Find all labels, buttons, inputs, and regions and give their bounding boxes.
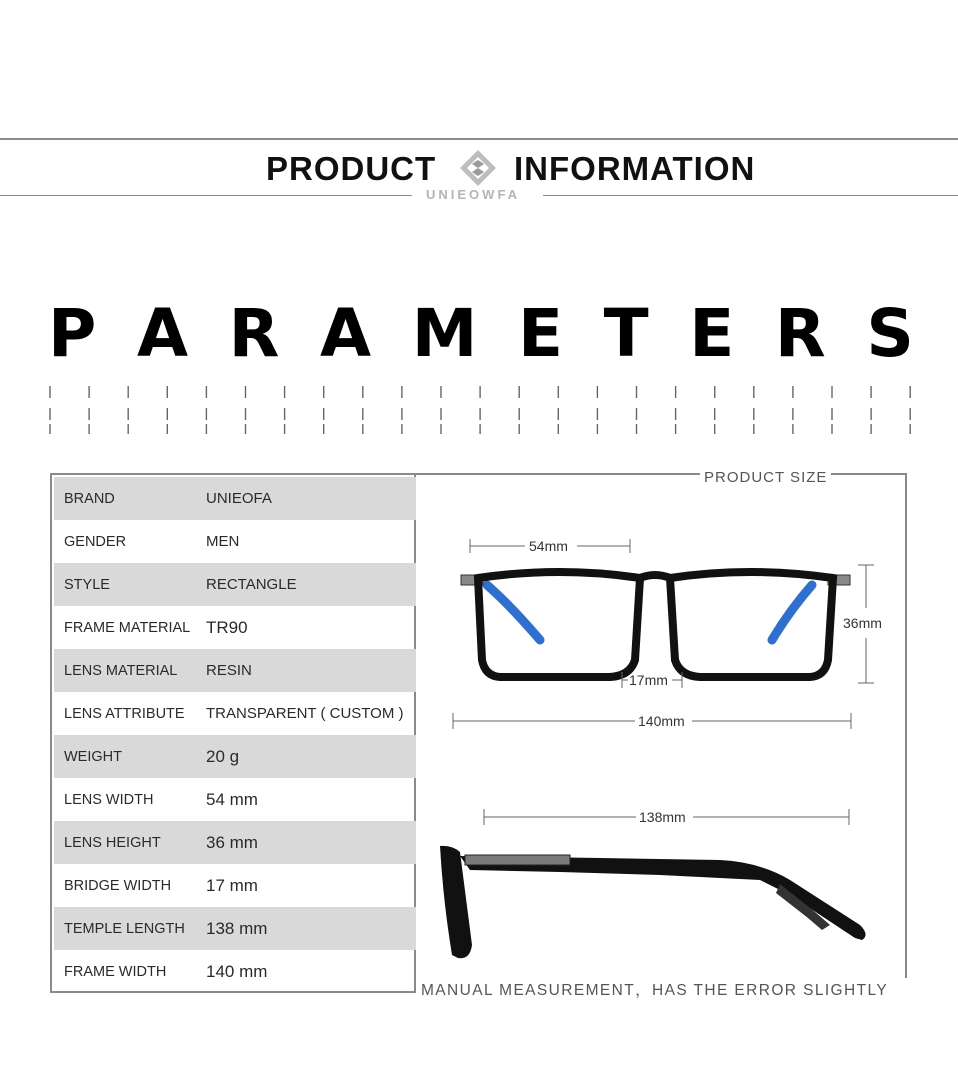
spec-row — [54, 864, 416, 907]
product-size-title: PRODUCT SIZE — [700, 469, 831, 486]
spec-label: LENS ATTRIBUTE — [64, 705, 185, 722]
header-top-rule — [0, 138, 958, 140]
spec-label: BRIDGE WIDTH — [64, 877, 172, 894]
bridge — [640, 575, 670, 578]
glasses-diagram — [418, 475, 906, 975]
parameters-letter: E — [689, 295, 735, 372]
spec-label: LENS WIDTH — [64, 791, 154, 808]
spec-value: MEN — [206, 533, 240, 550]
header-title-left: PRODUCT — [266, 150, 437, 187]
temple-right-front — [772, 585, 812, 640]
spec-label: BRAND — [64, 490, 115, 507]
spec-value: TR90 — [206, 617, 248, 637]
parameters-letter: E — [517, 295, 564, 372]
parameters-letter: S — [866, 295, 914, 372]
spec-value: 20 g — [206, 746, 240, 766]
side-hinge-icon — [465, 855, 570, 865]
spec-label: STYLE — [64, 576, 110, 593]
spec-value: TRANSPARENT ( CUSTOM ) — [206, 705, 404, 722]
decorative-tick-marks — [48, 386, 912, 436]
spec-label: FRAME WIDTH — [64, 963, 167, 980]
parameters-letter: P — [48, 295, 97, 372]
temple-left-front — [487, 585, 540, 640]
spec-row — [54, 520, 416, 563]
dim-temple-length-label: 138mm — [639, 809, 686, 825]
spec-value: 140 mm — [206, 961, 268, 981]
parameters-letter: M — [411, 295, 478, 372]
spec-value: UNIEOFA — [206, 490, 272, 507]
diamond-logo-icon — [458, 148, 498, 188]
spec-row — [54, 649, 416, 692]
spec-table — [50, 473, 416, 993]
spec-value: 138 mm — [206, 918, 268, 938]
spec-row — [54, 735, 416, 778]
spec-value: 36 mm — [206, 832, 258, 852]
dim-bridge-label: 17mm — [629, 672, 668, 688]
parameters-letter: T — [603, 295, 649, 372]
side-temple — [460, 856, 866, 940]
brand-subtitle: UNIEOWFA — [426, 187, 521, 202]
spec-row — [54, 778, 416, 821]
measurement-note: MANUAL MEASUREMENT，HAS THE ERROR SLIGHTLY — [421, 982, 889, 999]
lens-frame-left — [478, 572, 640, 677]
spec-row — [54, 821, 416, 864]
dim-frame-width-label: 140mm — [638, 713, 685, 729]
spec-value: RECTANGLE — [206, 576, 297, 593]
spec-value: 54 mm — [206, 789, 258, 809]
parameters-letter: R — [774, 295, 826, 372]
spec-label: WEIGHT — [64, 748, 122, 765]
spec-row — [54, 606, 416, 649]
parameters-letter: A — [136, 295, 189, 372]
spec-row — [54, 950, 416, 993]
header-bottom-rule-left — [0, 195, 412, 196]
dim-lens-height-label: 36mm — [843, 615, 882, 631]
spec-value: RESIN — [206, 662, 252, 679]
spec-label: GENDER — [64, 533, 127, 550]
spec-row — [54, 907, 416, 950]
dim-lens-width-label: 54mm — [529, 538, 568, 554]
spec-label: LENS HEIGHT — [64, 834, 161, 851]
parameters-title — [48, 295, 914, 372]
spec-row — [54, 692, 416, 735]
spec-label: TEMPLE LENGTH — [64, 920, 185, 937]
spec-label: FRAME MATERIAL — [64, 619, 191, 636]
spec-row — [54, 563, 416, 606]
spec-row — [54, 477, 416, 520]
header-title-right: INFORMATION — [514, 150, 756, 187]
spec-value: 17 mm — [206, 875, 258, 895]
parameters-letter: A — [320, 295, 372, 372]
header-bottom-rule-right — [543, 195, 958, 196]
spec-label: LENS MATERIAL — [64, 662, 178, 679]
parameters-letter: R — [228, 295, 280, 372]
